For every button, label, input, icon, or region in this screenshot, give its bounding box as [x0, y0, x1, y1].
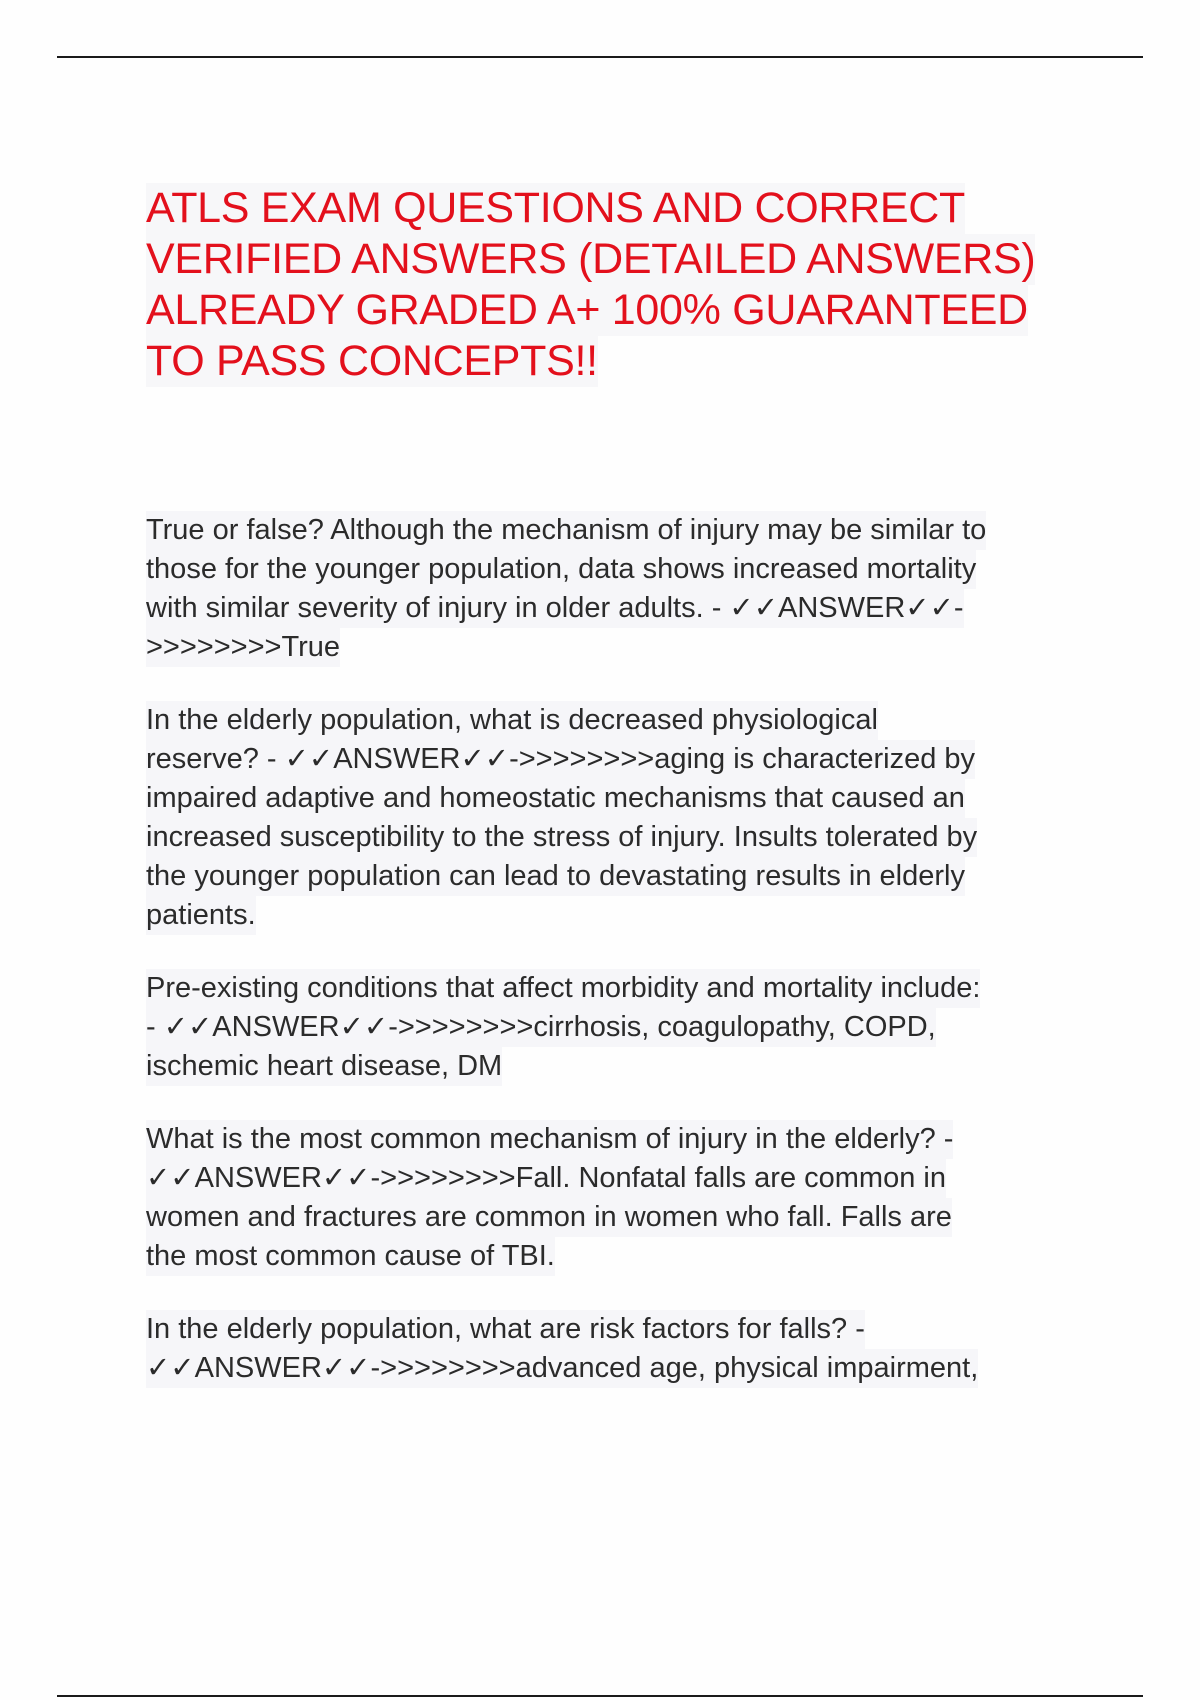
qa-text-line: True or false? Although the mechanism of injury may be similar to — [146, 511, 986, 550]
qa-text-line: the younger population can lead to devastating results in elderly — [146, 857, 965, 896]
qa-text-line: women and fractures are common in women who fall. Falls are — [146, 1198, 952, 1237]
qa-text-line: with similar severity of injury in older adults. - ✓✓ANSWER✓✓- — [146, 589, 964, 628]
qa-item — [146, 1310, 1096, 1388]
qa-item — [146, 701, 1096, 935]
qa-text-line: increased susceptibility to the stress of injury. Insults tolerated by — [146, 818, 977, 857]
qa-text-line: those for the younger population, data shows increased mortality — [146, 550, 976, 589]
qa-text-line: ✓✓ANSWER✓✓->>>>>>>>advanced age, physical impairment, — [146, 1349, 978, 1388]
qa-text-line: In the elderly population, what is decreased physiological — [146, 701, 878, 740]
qa-text-line: >>>>>>>>True — [146, 628, 340, 667]
qa-item — [146, 1120, 1096, 1276]
qa-text-line: ✓✓ANSWER✓✓->>>>>>>>Fall. Nonfatal falls are common in — [146, 1159, 946, 1198]
qa-text-line: Pre-existing conditions that affect morbidity and mortality include: — [146, 969, 980, 1008]
footer-rule — [57, 1695, 1143, 1697]
qa-text-line: impaired adaptive and homeostatic mechanisms that caused an — [146, 779, 965, 818]
qa-text-line: ischemic heart disease, DM — [146, 1047, 502, 1086]
qa-text-line: the most common cause of TBI. — [146, 1237, 555, 1276]
document-title — [146, 183, 1096, 387]
qa-text-line: What is the most common mechanism of injury in the elderly? - — [146, 1120, 953, 1159]
title-line: VERIFIED ANSWERS (DETAILED ANSWERS) — [146, 235, 1036, 283]
qa-item — [146, 511, 1096, 667]
qa-list — [146, 511, 1096, 1388]
header-rule — [57, 56, 1143, 58]
qa-text-line: reserve? - ✓✓ANSWER✓✓->>>>>>>>aging is characterized by — [146, 740, 975, 779]
title-line: TO PASS CONCEPTS!! — [146, 337, 598, 385]
qa-text-line: patients. — [146, 896, 256, 935]
qa-text-line: - ✓✓ANSWER✓✓->>>>>>>>cirrhosis, coagulopathy, COPD, — [146, 1008, 936, 1047]
title-line: ATLS EXAM QUESTIONS AND CORRECT — [146, 184, 965, 232]
qa-item — [146, 969, 1096, 1086]
qa-text-line: In the elderly population, what are risk factors for falls? - — [146, 1310, 865, 1349]
title-line: ALREADY GRADED A+ 100% GUARANTEED — [146, 286, 1028, 334]
